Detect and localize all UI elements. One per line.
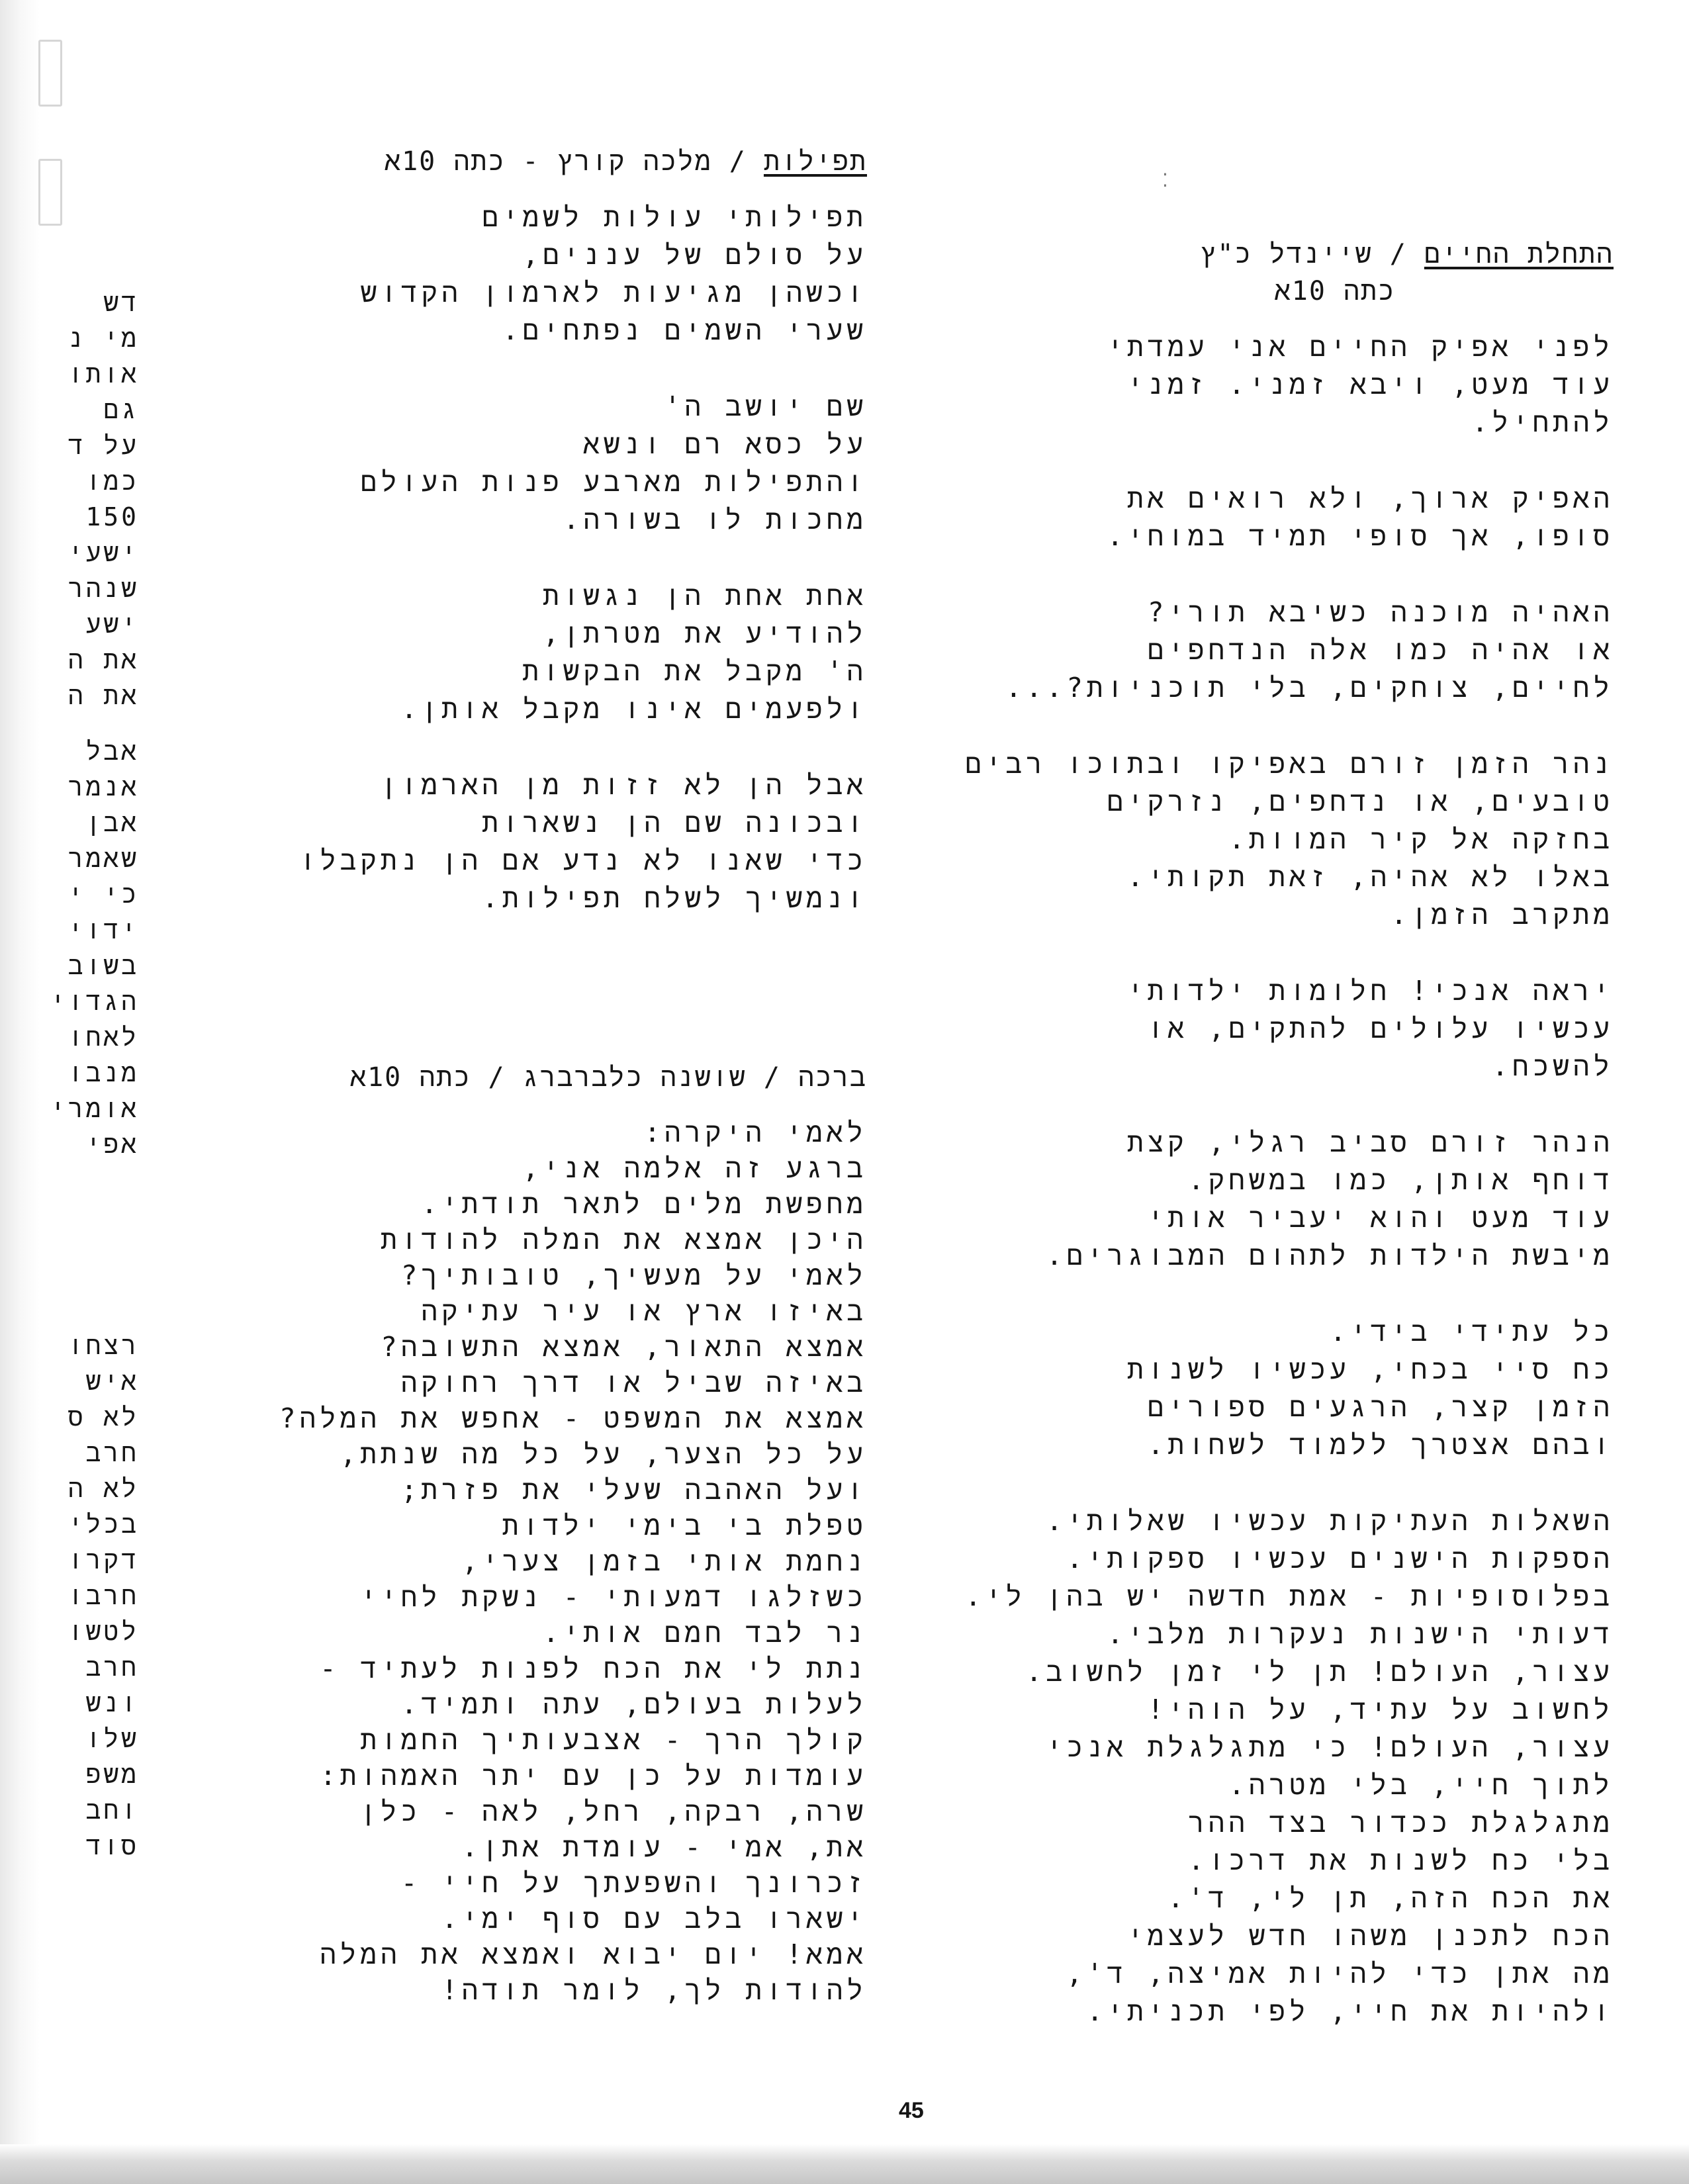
edge-line: אנמר — [68, 772, 139, 801]
poem-class-label: כתה 10א — [1274, 276, 1395, 306]
poem-title: ברכה / שושנה כלברברג / כתה 10א — [350, 1062, 867, 1093]
edge-line: חרב — [85, 1438, 139, 1467]
poem-line: אמצא התאור, אמצא התשובה? — [381, 1331, 867, 1363]
poem-line: כל עתידי בידי. — [1330, 1316, 1614, 1347]
poem-line: או אהיה כמו אלה הנדחפים — [1147, 634, 1614, 666]
poem-stanzas — [899, 328, 1614, 2030]
stanza — [152, 199, 867, 349]
poem-line: האהיה מוכנה כשיבא תורי? — [1147, 596, 1614, 628]
poem-line: ובהם אצטרך ללמוד לשחות. — [1147, 1429, 1614, 1461]
edge-line: את ה — [68, 645, 139, 674]
poem-stanzas — [152, 1115, 867, 2008]
stanza — [899, 1313, 1614, 1464]
edge-line: רצחו — [68, 1331, 139, 1360]
poem-line: מחפשת מלים לתאר תודתי. — [421, 1188, 867, 1220]
poem-line: בחזקה אל קיר המוות. — [1228, 823, 1614, 855]
poem-line: בפלוסופיות - אמת חדשה יש בהן לי. — [965, 1580, 1614, 1612]
edge-line: שלו — [85, 1724, 139, 1753]
poem-line: נתת לי את הכח לפנות לעתיד - — [320, 1653, 867, 1684]
page-number: 45 — [899, 2098, 924, 2123]
edge-line: בכלי — [68, 1510, 139, 1539]
scan-speck: ⁚ — [1162, 169, 1168, 191]
stanza — [152, 577, 867, 728]
poem-line: להשכח. — [1492, 1050, 1614, 1082]
stanza — [899, 328, 1614, 441]
edge-line: שנהר — [68, 574, 139, 603]
poem-line: יראה אנכי! חלומות ילדותי — [1127, 975, 1614, 1007]
poem-line: שרה, רבקה, רחל, לאה - כלן — [360, 1796, 867, 1827]
poem-line: בלי כח לשנות את דרכו. — [1187, 1844, 1614, 1876]
poem-line: זכרונך והשפעתך על חיי - — [400, 1867, 867, 1899]
poem-line: היכן אמצא את המלה להודות — [381, 1224, 867, 1255]
poem-beginning-of-life — [899, 236, 1614, 2030]
poem-line: עצור, העולם! תן לי זמן לחשוב. — [1025, 1656, 1614, 1688]
edge-line: כמו — [85, 467, 139, 496]
poem-line: נחמת אותי בזמן צערי, — [461, 1545, 867, 1577]
poem-line: להודיע את מטרתן, — [543, 617, 867, 649]
poem-line: ולהיות את חיי, לפי תכניתי. — [1086, 1995, 1614, 2027]
stanza — [899, 745, 1614, 934]
poem-line: עכשיו עלולים להתקים, או — [1147, 1013, 1614, 1044]
poem-line: מה אתן כדי להיות אמיצה, ד', — [1066, 1958, 1614, 1989]
stanza — [899, 480, 1614, 555]
poem-line: שערי השמים נפתחים. — [502, 314, 867, 346]
poem-line: על כסא רם ונשא — [583, 428, 867, 460]
edge-line: איש — [85, 1367, 139, 1396]
poem-line: עוד מעט, ויבא זמני. זמני — [1127, 369, 1614, 400]
edge-line: סוד — [85, 1831, 139, 1860]
poem-line: עצור, העולם! כי מתגלגלת אנכי — [1046, 1731, 1614, 1763]
edge-line: לא ה — [68, 1474, 139, 1503]
stanza — [899, 972, 1614, 1085]
edge-line: דקרו — [68, 1545, 139, 1574]
poem-line: באיזה שביל או דרך רחוקה — [400, 1367, 867, 1398]
edge-line: וחב — [85, 1796, 139, 1825]
poem-line: לאמי על מעשיך, טובותיך? — [400, 1259, 867, 1291]
poem-line: נר לבד חמם אותי. — [543, 1617, 867, 1649]
poem-line: ונמשיך לשלח תפילות. — [482, 882, 867, 914]
poem-line: וכשהן מגיעות לארמון הקדוש — [360, 277, 867, 308]
poem-line: הכח לתכנן משהו חדש לעצמי — [1127, 1920, 1614, 1952]
poem-title — [152, 143, 867, 180]
edge-line: ישעי — [68, 538, 139, 567]
scan-bottom-edge — [0, 2144, 1689, 2184]
poem-line: שם יושב ה' — [664, 390, 867, 422]
edge-line: אומרי — [50, 1094, 139, 1123]
edge-line: חרבו — [68, 1581, 139, 1610]
poem-line: כח סיי בכחי, עכשיו לשנות — [1127, 1353, 1614, 1385]
poem-line: דוחף אותן, כמו במשחק. — [1187, 1164, 1614, 1196]
poem-stanzas — [152, 199, 867, 917]
binding-hole — [38, 159, 62, 226]
poem-line: טפלת בי בימי ילדות — [502, 1510, 867, 1541]
poem-line: ולפעמים אינו מקבל אותן. — [400, 693, 867, 725]
cropped-left-column — [26, 285, 139, 1864]
poem-line: סופו, אך סופי תמיד במוחי. — [1107, 520, 1614, 552]
poem-line: באיזו ארץ או עיר עתיקה — [421, 1295, 867, 1327]
edge-line: ישע — [85, 610, 139, 639]
stanza — [899, 594, 1614, 707]
stanza — [152, 766, 867, 917]
edge-line: כי י — [68, 880, 139, 909]
poem-line: כדי שאנו לא נדע אם הן נתקבלו — [299, 844, 867, 876]
poem-line: מתגלגלת ככדור בצד ההר — [1188, 1807, 1614, 1839]
edge-block-3 — [26, 1328, 139, 1864]
poem-title-name: התחלת החיים — [1424, 239, 1614, 269]
poem-line: עוד מעט והוא יעביר אותי — [1147, 1202, 1614, 1234]
poem-line: ברגע זה אלמה אני, — [522, 1152, 867, 1184]
poem-line: ועל האהבה שעלי את פזרת; — [400, 1474, 867, 1506]
poem-line: תפילותי עולות לשמים — [482, 201, 867, 233]
poem-line: ובכונה שם הן נשארות — [482, 807, 867, 839]
poem-line: טובעים, או נדחפים, נזרקים — [1107, 786, 1614, 817]
poem-line: על סולם של עננים, — [522, 239, 867, 271]
poem-line: מתקרב הזמן. — [1391, 899, 1614, 931]
poem-line: להתחיל. — [1471, 406, 1614, 438]
poem-line: קולך הרך - אצבעותיך החמות — [360, 1724, 867, 1756]
edge-line: ידוי — [68, 915, 139, 944]
poem-title-author: / מלכה קורץ - כתה 10א — [385, 146, 764, 177]
poem-blessing — [152, 1059, 867, 2008]
poem-line: כשזלגו דמעותי - נשקת לחיי — [360, 1581, 867, 1613]
poem-prayers — [152, 143, 867, 917]
poem-line: מחכות לו בשורה. — [563, 504, 867, 535]
edge-line: משפ — [85, 1760, 139, 1789]
poem-line: את הכח הזה, תן לי, ד'. — [1167, 1882, 1614, 1914]
edge-line: על ד — [68, 431, 139, 460]
poem-line: לפני אפיק החיים אני עמדתי — [1107, 331, 1614, 363]
poem-line: את, אמי - עומדת אתן. — [461, 1831, 867, 1863]
poem-line: ישארו בלב עם סוף ימי. — [441, 1903, 867, 1934]
poem-line: על כל הצער, על כל מה שנתת, — [340, 1438, 867, 1470]
edge-block-1 — [26, 285, 139, 713]
edge-line: דש — [103, 288, 139, 317]
poem-line: באלו לא אהיה, זאת תקותי. — [1127, 861, 1614, 893]
edge-line: מי נ — [68, 324, 139, 353]
edge-line: בשוב — [68, 951, 139, 980]
poem-title-name: תפילות — [763, 146, 867, 177]
edge-line: אפי — [85, 1130, 139, 1159]
edge-line: את ה — [68, 681, 139, 710]
edge-line: הגדוי — [50, 987, 139, 1016]
poem-line: הספקות הישנים עכשיו ספקותי. — [1066, 1543, 1614, 1574]
poem-line: מיבשת הילדות לתהום המבוגרים. — [1046, 1240, 1614, 1271]
poem-line: ה' מקבל את הבקשות — [522, 655, 867, 687]
poem-title-author: / שיינדל כ"ץ — [1200, 239, 1424, 269]
poem-line: אחת אחת הן נגשות — [543, 580, 867, 612]
poem-line: לאמי היקרה: — [644, 1116, 867, 1148]
edge-line: ונש — [85, 1688, 139, 1717]
poem-line: דעותי הישנות נעקרות מלבי. — [1107, 1618, 1614, 1650]
poem-line: לחיים, צוחקים, בלי תוכניות?... — [1005, 672, 1614, 704]
edge-line: לטשו — [68, 1617, 139, 1646]
poem-line: השאלות העתיקות עכשיו שאלותי. — [1046, 1505, 1614, 1537]
poem-line: לעלות בעולם, עתה ותמיד. — [400, 1688, 867, 1720]
binding-hole — [38, 40, 62, 107]
edge-line: אותו — [68, 359, 139, 388]
edge-line: שאמר — [68, 844, 139, 873]
edge-block-2 — [26, 733, 139, 1162]
poem-line: והתפילות מארבע פנות העולם — [360, 466, 867, 498]
edge-line: אבן — [85, 808, 139, 837]
stanza — [899, 1124, 1614, 1275]
stanza — [899, 1502, 1614, 2030]
stanza — [152, 1115, 867, 2008]
edge-line: חרב — [85, 1653, 139, 1682]
poem-line: לתוך חיי, בלי מטרה. — [1228, 1769, 1614, 1801]
poem-line: האפיק ארוך, ולא רואים את — [1127, 482, 1614, 514]
edge-line: לא ס — [68, 1402, 139, 1432]
poem-line: אמצא את המשפט - אחפש את המלה? — [279, 1402, 867, 1434]
edge-line: אבל — [85, 737, 139, 766]
poem-line: הזמן קצר, הרגעים ספורים — [1147, 1391, 1614, 1423]
stanza — [152, 388, 867, 539]
poem-line: הנהר זורם סביב רגלי, קצת — [1127, 1126, 1614, 1158]
poem-line: נהר הזמן זורם באפיקו ובתוכו רבים — [965, 748, 1614, 780]
edge-line: גם — [103, 395, 139, 424]
poem-line: לחשוב על עתיד, על הוהי! — [1147, 1694, 1614, 1725]
poem-line: להודות לך, לומר תודה! — [441, 1974, 867, 2006]
poem-title — [899, 236, 1614, 273]
poem-line: אבל הן לא זזות מן הארמון — [381, 769, 867, 801]
edge-line: 150 — [85, 502, 139, 531]
edge-line: מנבו — [68, 1058, 139, 1087]
poem-line: אמא! יום יבוא ואמצא את המלה — [320, 1938, 867, 1970]
poem-line: עומדות על כן עם יתר האמהות: — [320, 1760, 867, 1792]
edge-line: לאחו — [68, 1023, 139, 1052]
